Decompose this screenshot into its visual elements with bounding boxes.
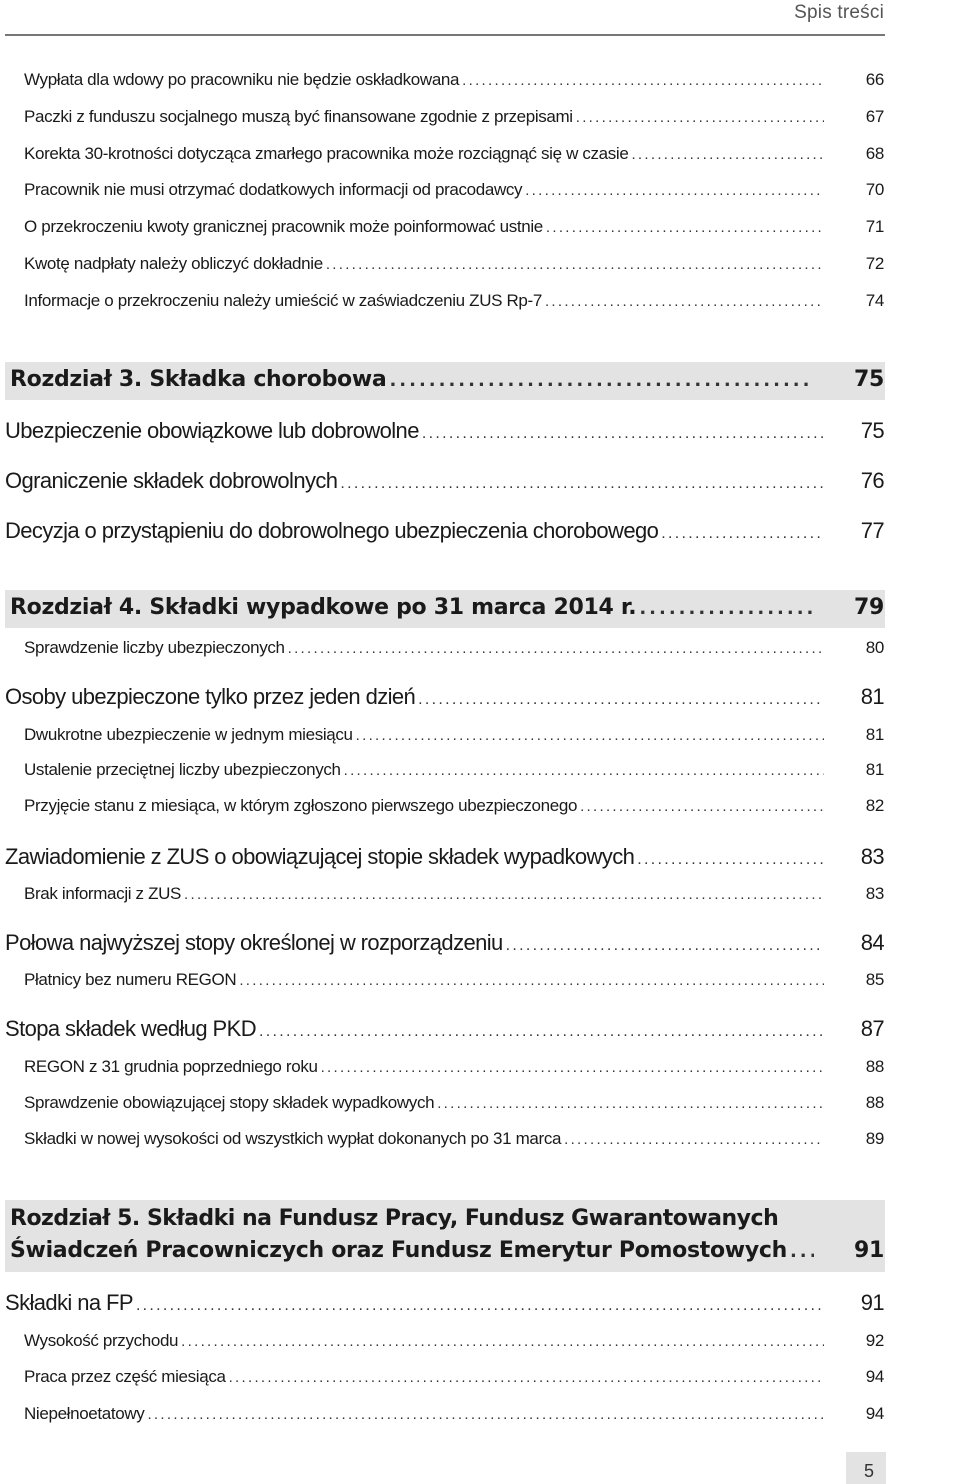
toc-entry-page: 81 (865, 760, 884, 779)
toc-section-page: 76 (860, 468, 884, 493)
toc-entry[interactable] (24, 180, 884, 200)
dot-leader (136, 1297, 824, 1315)
dot-leader (462, 72, 824, 89)
toc-section-title: Ubezpieczenie obowiązkowe lub dobrowolne (5, 418, 419, 443)
toc-section[interactable] (5, 468, 884, 494)
toc-section-page: 81 (860, 684, 884, 709)
toc-section[interactable] (5, 1016, 884, 1042)
dot-leader (576, 109, 824, 126)
toc-entry-page: 80 (865, 638, 884, 657)
toc-section-page: 91 (860, 1290, 884, 1315)
toc-entry-title: Ustalenie przeciętnej liczby ubezpieczonych (24, 760, 341, 779)
toc-section-title: Osoby ubezpieczone tylko przez jeden dzień (5, 684, 416, 709)
toc-chapter-title-line1: Rozdział 5. Składki na Fundusz Pracy, Fundusz Gwarantowanych (10, 1206, 779, 1231)
dot-leader (239, 972, 824, 989)
dot-leader (259, 1023, 824, 1041)
toc-section[interactable] (5, 418, 884, 444)
toc-entry[interactable] (24, 1093, 884, 1113)
toc-entry[interactable] (24, 796, 884, 816)
toc-entry-page: 72 (865, 254, 884, 273)
dot-leader (326, 256, 824, 273)
toc-section-title: Zawiadomienie z ZUS o obowiązującej stopie składek wypadkowych (5, 844, 635, 869)
dot-leader (631, 146, 824, 163)
dot-leader (356, 727, 824, 744)
toc-entry-title: Wypłata dla wdowy po pracowniku nie będzie oskładkowana (24, 70, 460, 89)
toc-entry-page: 88 (865, 1093, 884, 1112)
dot-leader (418, 691, 824, 709)
toc-entry-title: Niepełnoetatowy (24, 1404, 145, 1423)
running-header: Spis treści (794, 2, 884, 23)
toc-entry-page: 68 (865, 144, 884, 163)
page-number: 5 (863, 1461, 874, 1481)
toc-section[interactable] (5, 844, 884, 870)
dot-leader (546, 219, 824, 236)
toc-entry[interactable] (24, 70, 884, 90)
toc-entry-title: Korekta 30-krotności dotycząca zmarłego pracownika może rozciągnąć się w czasie (24, 144, 629, 163)
toc-section-title: Połowa najwyższej stopy określonej w rozporządzeniu (5, 930, 503, 955)
toc-entry[interactable] (24, 725, 884, 745)
toc-entry-title: Brak informacji z ZUS (24, 884, 182, 903)
toc-section[interactable] (5, 1290, 884, 1316)
toc-chapter-title: Rozdział 4. Składki wypadkowe po 31 marca 2014 r. (10, 595, 637, 620)
dot-leader (389, 370, 814, 391)
toc-chapter-page: 91 (853, 1238, 884, 1263)
dot-leader (661, 525, 824, 543)
toc-section-page: 84 (860, 930, 884, 955)
toc-entry-page: 66 (865, 70, 884, 89)
dot-leader (790, 1241, 814, 1262)
toc-entry-title: Pracownik nie musi otrzymać dodatkowych informacji od pracodawcy (24, 180, 523, 199)
toc-entry-page: 89 (865, 1129, 884, 1148)
dot-leader (525, 182, 824, 199)
toc-entry-page: 67 (865, 107, 884, 126)
toc-section-page: 75 (860, 418, 884, 443)
toc-entry[interactable] (24, 107, 884, 127)
toc-entry-page: 94 (865, 1367, 884, 1386)
toc-entry[interactable] (24, 760, 884, 780)
toc-section-title: Decyzja o przystąpieniu do dobrowolnego ubezpieczenia chorobowego (5, 518, 659, 543)
dot-leader (181, 1333, 824, 1350)
dot-leader (288, 640, 824, 657)
toc-entry[interactable] (24, 1331, 884, 1351)
toc-entry-page: 71 (865, 217, 884, 236)
toc-chapter[interactable] (10, 595, 884, 620)
toc-entry[interactable] (24, 1367, 884, 1387)
toc-entry-title: Informacje o przekroczeniu należy umieścić w zaświadczeniu ZUS Rp-7 (24, 291, 542, 310)
toc-entry-title: Dwukrotne ubezpieczenie w jednym miesiącu (24, 725, 353, 744)
toc-entry-title: Paczki z funduszu socjalnego muszą być finansowane zgodnie z przepisami (24, 107, 573, 126)
dot-leader (637, 851, 824, 869)
toc-chapter[interactable] (10, 1238, 884, 1263)
dot-leader (340, 475, 824, 493)
toc-entry-title: Wysokość przychodu (24, 1331, 179, 1350)
dot-leader (184, 886, 824, 903)
toc-entry-title: Składki w nowej wysokości od wszystkich wypłat dokonanych po 31 marca (24, 1129, 562, 1148)
toc-section[interactable] (5, 684, 884, 710)
dot-leader (422, 425, 824, 443)
toc-section-title: Ograniczenie składek dobrowolnych (5, 468, 338, 493)
toc-section[interactable] (5, 930, 884, 956)
toc-chapter[interactable] (10, 367, 884, 392)
toc-entry[interactable] (24, 144, 884, 164)
toc-entry[interactable] (24, 1129, 884, 1149)
toc-entry-page: 83 (865, 884, 884, 903)
toc-entry[interactable] (24, 884, 884, 904)
toc-entry[interactable] (24, 1057, 884, 1077)
toc-section-title: Składki na FP (5, 1290, 133, 1315)
page-number-box (846, 1452, 886, 1484)
toc-entry[interactable] (24, 291, 884, 311)
toc-entry-page: 88 (865, 1057, 884, 1076)
toc-entry-title: O przekroczeniu kwoty granicznej pracownik może poinformować ustnie (24, 217, 543, 236)
toc-entry[interactable] (24, 254, 884, 274)
toc-entry[interactable] (24, 1404, 884, 1424)
toc-entry-title: Praca przez część miesiąca (24, 1367, 226, 1386)
dot-leader (639, 598, 814, 619)
toc-section-page: 83 (860, 844, 884, 869)
toc-entry-title: Kwotę nadpłaty należy obliczyć dokładnie (24, 254, 323, 273)
dot-leader (344, 762, 824, 779)
toc-entry-page: 74 (865, 291, 884, 310)
toc-entry-title: Sprawdzenie obowiązującej stopy składek wypadkowych (24, 1093, 435, 1112)
toc-entry-page: 85 (865, 970, 884, 989)
toc-chapter-page: 79 (853, 595, 884, 620)
dot-leader (564, 1131, 824, 1148)
toc-entry[interactable] (24, 970, 884, 990)
dot-leader (580, 798, 824, 815)
toc-entry-page: 81 (865, 725, 884, 744)
toc-entry-page: 82 (865, 796, 884, 815)
toc-chapter-title: Rozdział 3. Składka chorobowa (10, 367, 387, 392)
toc-entry-page: 92 (865, 1331, 884, 1350)
dot-leader (147, 1406, 824, 1423)
toc-section[interactable] (5, 518, 884, 544)
toc-entry-title: Płatnicy bez numeru REGON (24, 970, 237, 989)
toc-section-page: 87 (860, 1016, 884, 1041)
toc-entry-title: Przyjęcie stanu z miesiąca, w którym zgłoszono pierwszego ubezpieczonego (24, 796, 578, 815)
toc-entry[interactable] (24, 638, 884, 658)
dot-leader (321, 1059, 824, 1076)
toc-entry-page: 70 (865, 180, 884, 199)
toc-entry[interactable] (24, 217, 884, 237)
toc-chapter-page: 75 (853, 367, 884, 392)
dot-leader (229, 1369, 824, 1386)
toc-entry-title: Sprawdzenie liczby ubezpieczonych (24, 638, 285, 657)
toc-section-page: 77 (860, 518, 884, 543)
dot-leader (437, 1095, 824, 1112)
dot-leader (506, 937, 824, 955)
toc-entry-page: 94 (865, 1404, 884, 1423)
toc-section-title: Stopa składek według PKD (5, 1016, 256, 1041)
toc-entry-title: REGON z 31 grudnia poprzedniego roku (24, 1057, 318, 1076)
dot-leader (545, 293, 824, 310)
toc-chapter-title-line2: Świadczeń Pracowniczych oraz Fundusz Emerytur Pomostowych (10, 1238, 787, 1263)
